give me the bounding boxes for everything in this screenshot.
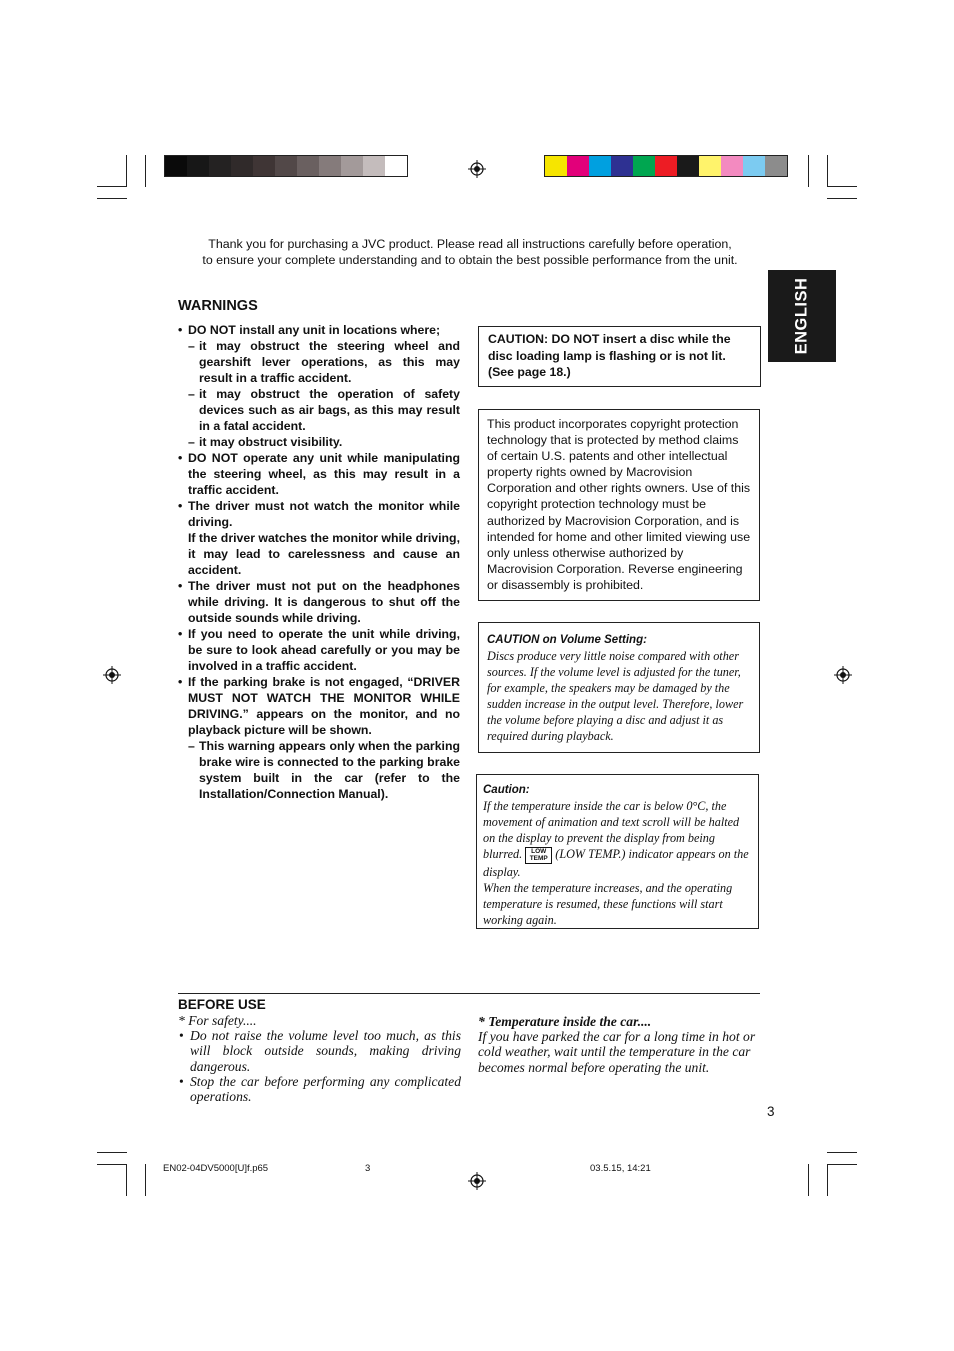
temperature-caution-body-2: When the temperature increases, and the operating temperature is resumed, these functions will start working again. [483, 880, 733, 927]
page-number: 3 [767, 1104, 775, 1119]
crop-mark [97, 186, 127, 187]
low-temp-indicator-icon: LOW TEMP [525, 847, 552, 864]
warning-subitem: – it may obstruct the operation of safety devices such as air bags, as this may result in a fatal accident. [188, 387, 460, 433]
color-swatch [165, 156, 187, 176]
crop-mark [145, 1164, 146, 1196]
volume-caution-box [478, 622, 760, 753]
grayscale-calibration-bar [164, 155, 408, 177]
color-swatch [699, 156, 721, 176]
crop-mark [827, 198, 857, 199]
color-swatch [363, 156, 385, 176]
color-swatch [721, 156, 743, 176]
crop-mark [827, 1164, 828, 1196]
color-swatch [341, 156, 363, 176]
safety-item: • Stop the car before performing any complicated operations. [179, 1073, 461, 1105]
safety-title: * For safety.... [178, 1013, 257, 1028]
language-tab-label: ENGLISH [792, 277, 811, 355]
registration-mark-icon [468, 1172, 486, 1190]
crop-mark [827, 186, 857, 187]
warning-item: • The driver must not put on the headphones while driving. It is dangerous to shut off the outside sounds while driving. [178, 579, 460, 625]
registration-mark-icon [468, 160, 486, 178]
registration-mark-icon [834, 666, 852, 684]
warning-item: • If the parking brake is not engaged, “DRIVER MUST NOT WATCH THE MONITOR WHILE DRIVING.” appears on the monitor, and no playback picture will be shown. [178, 675, 460, 737]
intro-line-2: to ensure your complete understanding and to obtain the best possible performance from the unit. [202, 253, 738, 267]
temperature-caution-title: Caution: [483, 784, 530, 796]
before-use-heading: BEFORE USE [178, 997, 266, 1012]
warning-subitem: – it may obstruct visibility. [188, 435, 343, 449]
color-swatch [319, 156, 341, 176]
color-swatch [743, 156, 765, 176]
crop-mark [97, 1152, 127, 1153]
color-swatch [275, 156, 297, 176]
crop-mark [97, 1164, 127, 1165]
crop-mark [827, 1152, 857, 1153]
color-swatch [655, 156, 677, 176]
warning-item: • DO NOT install any unit in locations where; [178, 323, 441, 337]
footer-filename: EN02-04DV5000[U]f.p65 [163, 1163, 269, 1174]
crop-mark [827, 1164, 857, 1165]
color-swatch [765, 156, 787, 176]
volume-caution-body: Discs produce very little noise compared with other sources. If the volume level is adjusted for the tuner, for example, the speakers may be damaged by the sudden increase in the output level. Therefore, lower the volume before playing a disc and adjust it as required during playback. [487, 649, 744, 743]
crop-mark [126, 1164, 127, 1196]
language-tab [768, 270, 836, 362]
color-swatch [567, 156, 589, 176]
color-swatch [545, 156, 567, 176]
warning-item: • The driver must not watch the monitor while driving. [178, 499, 460, 529]
color-swatch [187, 156, 209, 176]
volume-caution-title: CAUTION on Volume Setting: [487, 634, 647, 646]
color-swatch [209, 156, 231, 176]
warnings-heading: WARNINGS [178, 298, 258, 314]
crop-mark [808, 1164, 809, 1196]
registration-mark-icon [103, 666, 121, 684]
macrovision-notice: This product incorporates copyright protection technology that is protected by method claims of certain U.S. patents and other intellectual property rights owned by Macrovision Corporation and other rights owners. Use of this copyright protection technology must be authorized by Macrovision Corporation, and is intended for home and other limited viewing use only unless otherwise authorized by Macrovision Corporation. Reverse engineering or disassembly is prohibited. [478, 409, 760, 601]
warning-subitem: – This warning appears only when the parking brake wire is connected to the parking brake system built in the car (refer to the Installation/Connection Manual). [188, 739, 460, 801]
color-calibration-bar [544, 155, 788, 177]
color-swatch [385, 156, 407, 176]
warning-item: • If you need to operate the unit while driving, be sure to look ahead carefully or you may be involved in a traffic accident. [178, 627, 460, 673]
crop-mark [145, 155, 146, 187]
color-swatch [297, 156, 319, 176]
crop-mark [126, 155, 127, 187]
crop-mark [97, 198, 127, 199]
safety-column [178, 1013, 461, 1104]
color-swatch [611, 156, 633, 176]
temperature-title: * Temperature inside the car.... [478, 1014, 652, 1029]
crop-mark [808, 155, 809, 187]
footer-page: 3 [365, 1163, 371, 1174]
temperature-body: If you have parked the car for a long time in hot or cold weather, wait until the temperature in the car becomes normal before operating the unit. [478, 1029, 756, 1075]
disc-caution-box: CAUTION: DO NOT insert a disc while the disc loading lamp is flashing or is not lit. (See page 18.) [478, 326, 761, 387]
warning-paragraph: If the driver watches the monitor while driving, it may lead to carelessness and cause an accident. [188, 531, 460, 577]
crop-mark [827, 155, 828, 187]
color-swatch [231, 156, 253, 176]
safety-item: • Do not raise the volume level too much, as this will block outside sounds, making driving dangerous. [179, 1028, 461, 1074]
color-swatch [589, 156, 611, 176]
footer-date: 03.5.15, 14:21 [590, 1163, 651, 1174]
section-divider [178, 993, 760, 994]
warning-subitem: – it may obstruct the steering wheel and gearshift lever operations, as this may result in a traffic accident. [188, 339, 460, 385]
temperature-caution-box [476, 774, 759, 929]
warning-item: • DO NOT operate any unit while manipulating the steering wheel, as this may result in a traffic accident. [178, 451, 460, 497]
temperature-column [478, 1014, 761, 1075]
color-swatch [633, 156, 655, 176]
temperature-caution-body: If the temperature inside the car is below 0°C, the movement of animation and text scroll will be halted on the display to prevent the display from being blurred. LOW TEMP (LOW TEMP.) indicator appears on the display. [483, 799, 749, 879]
intro-line-1: Thank you for purchasing a JVC product. Please read all instructions carefully before operation, [208, 237, 732, 251]
intro-text [180, 236, 760, 268]
color-swatch [677, 156, 699, 176]
warnings-list [178, 322, 460, 802]
color-swatch [253, 156, 275, 176]
